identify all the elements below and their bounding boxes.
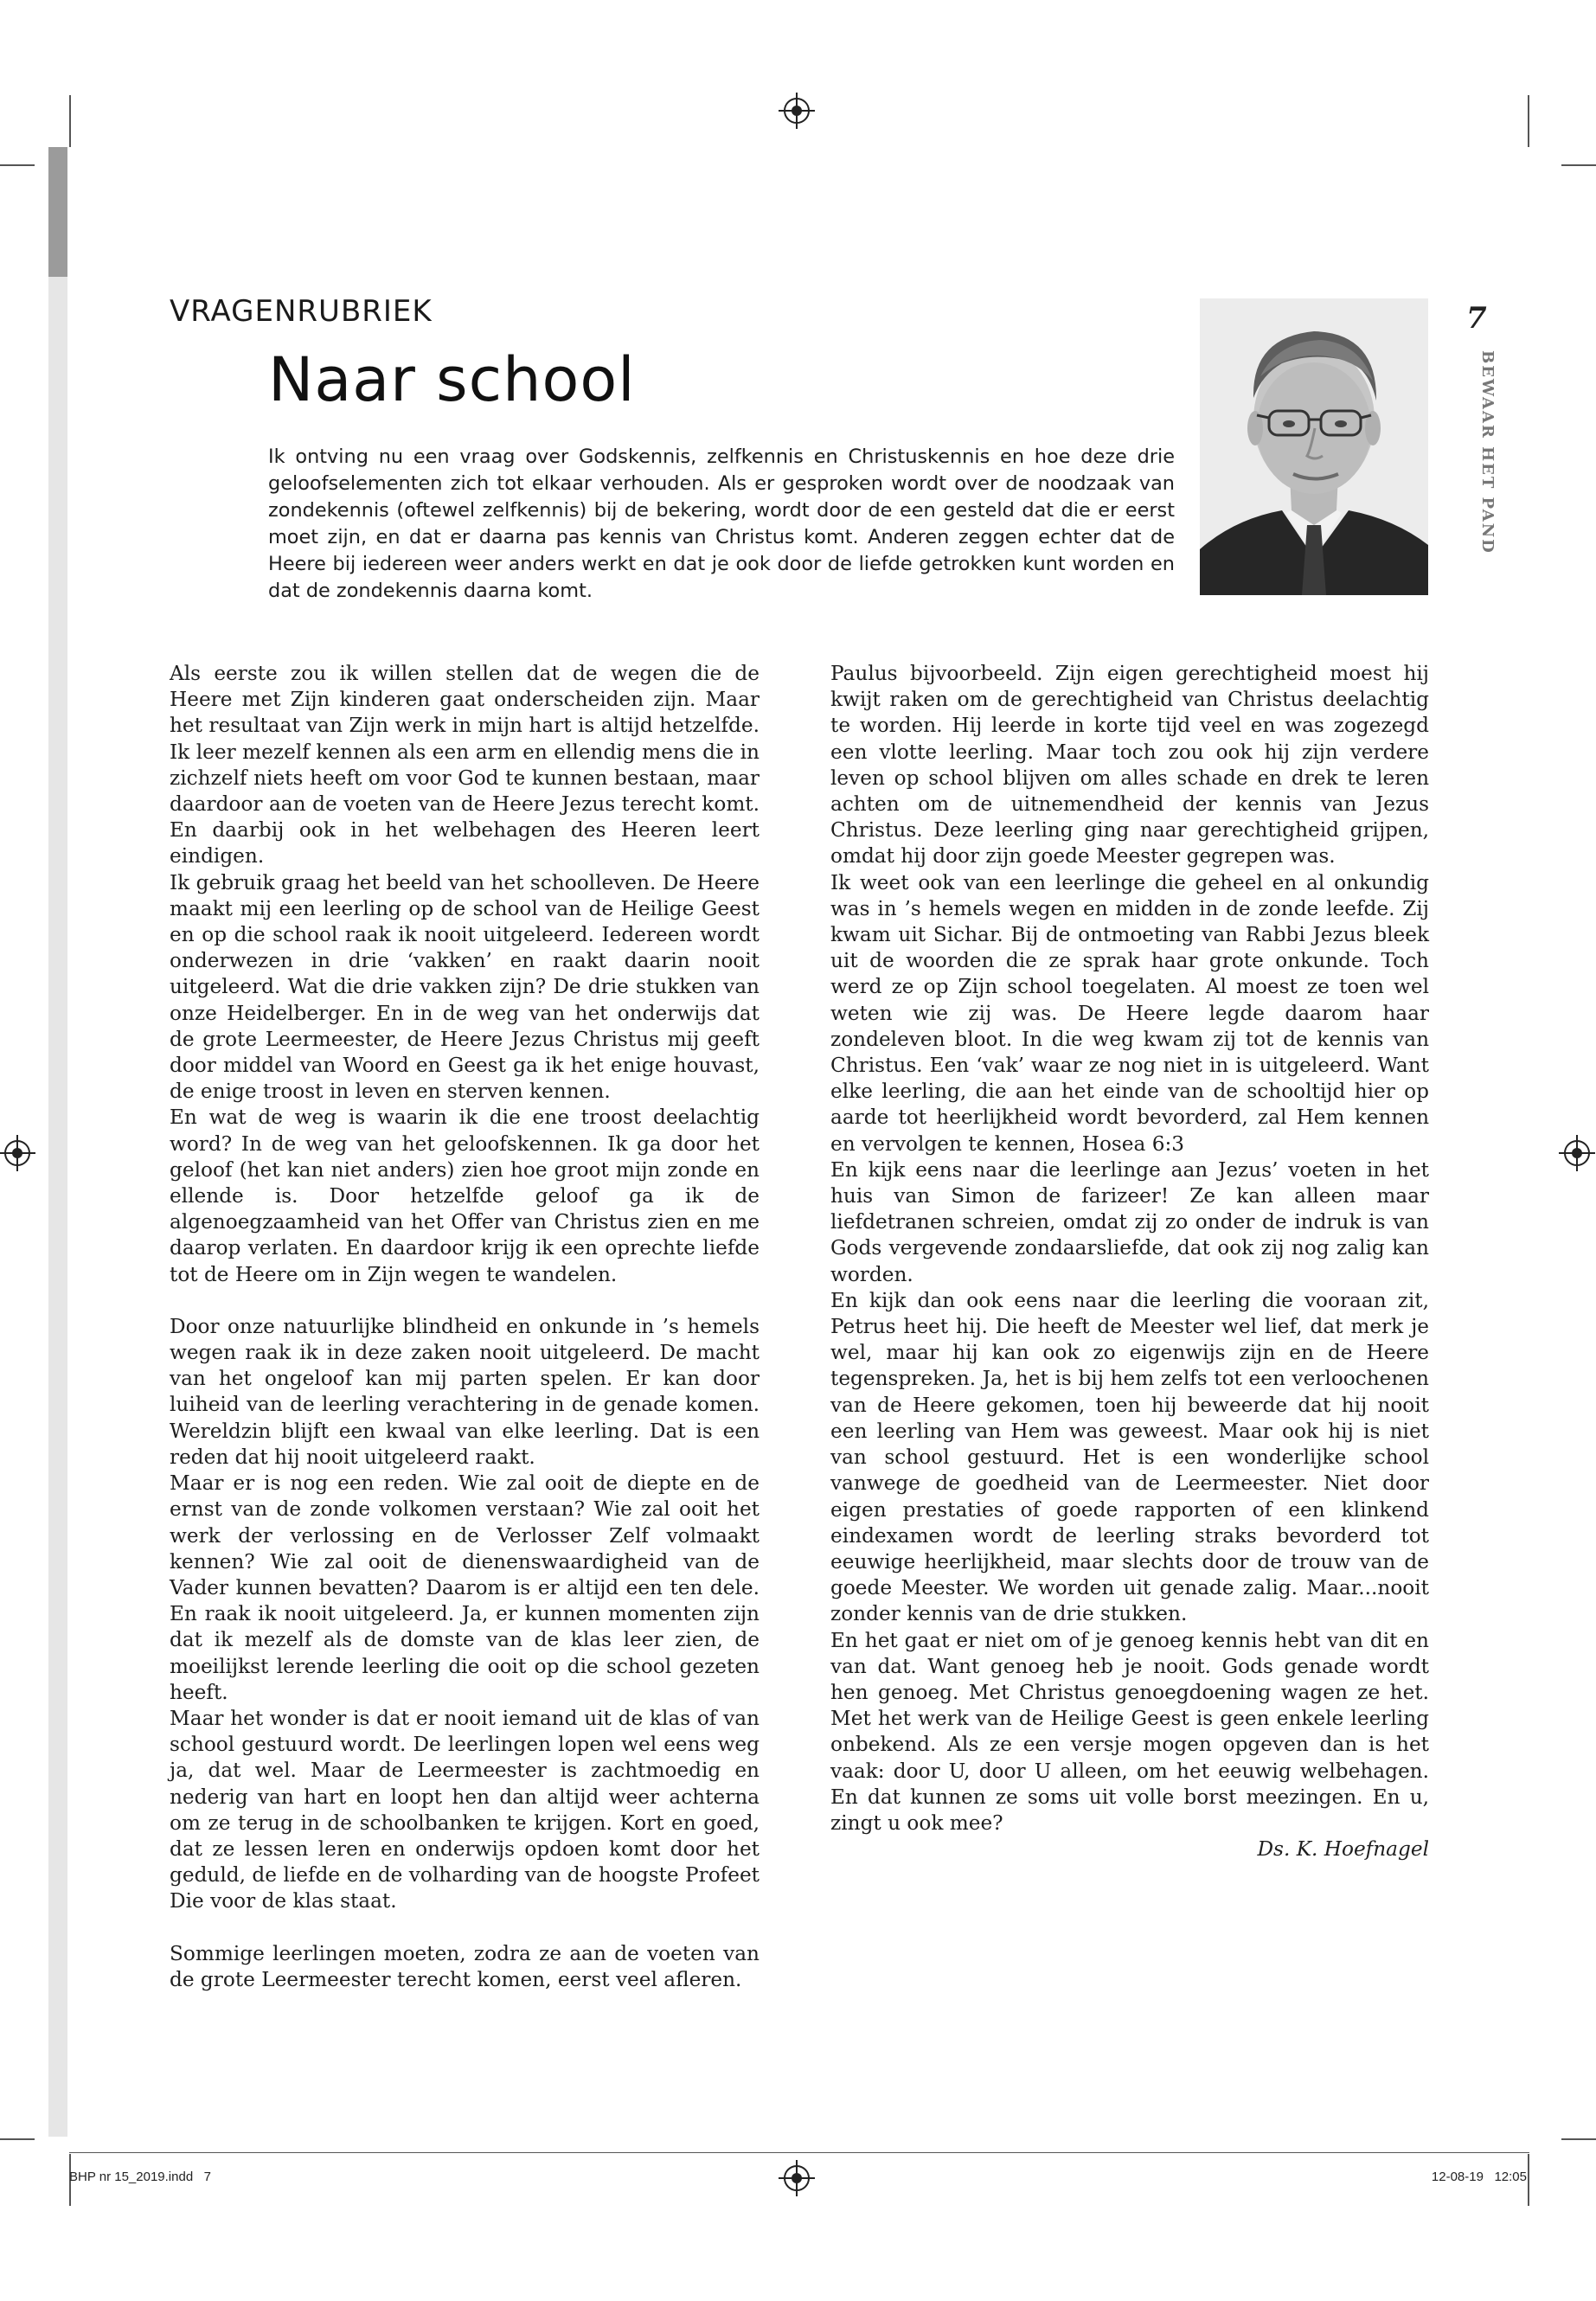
crop-mark [0, 164, 35, 166]
crop-mark [1528, 2154, 1529, 2206]
margin-bar [48, 277, 67, 2137]
registration-mark-icon [1564, 1140, 1590, 1166]
crop-mark [69, 95, 71, 147]
paragraph: Als eerste zou ik willen stellen dat de wegen die de Heere met Zijn kinderen gaat onderscheiden zijn. Maar het resultaat van Zijn werk in mijn hart is altijd hetzelfde. Ik leer mezelf kennen als een arm en ellendig mens die in zichzelf niets heeft om voor God te kunnen bestaan, maar daardoor aan de voeten van de Heere Jezus terecht komt. En daarbij ook in het welbehagen des Heeren leert eindigen. [170, 662, 760, 868]
paragraph: En kijk eens naar die leerlinge aan Jezus’ voeten in het huis van Simon de farizeer! Ze kan alleen maar liefdetranen schreien, omdat zij zo onder de indruk is van Gods vergevende zondaarsliefde, dat ook zij nog zalig kan worden. [830, 1157, 1429, 1286]
author-portrait [1200, 298, 1428, 595]
paragraph: En kijk dan ook eens naar die leerling die vooraan zit, Petrus heet hij. Die heeft de Meester wel lief, dat merk je wel, maar hij kan ook zo eigenwijs zijn en de Heere tegenspreken. Ja, het is bij hem zelfs tot een verloochenen van de Heere gekomen, toen hij beweerde dat hij nooit een leerling van Hem was geweest. Maar ook hij is niet van school gestuurd. Het is een wonderlijke school vanwege de goedheid van de Leermeester. Niet door eigen prestaties of goede rapporten of een klinkend eindexamen wordt de leerling straks bevorderd tot eeuwige heerlijkheid, maar slechts door de trouw van de goede Meester. We worden uit genade zalig. Maar...nooit zonder kennis van de drie stukken. [830, 1288, 1429, 1626]
paragraph: Maar het wonder is dat er nooit iemand uit de klas of van school gestuurd wordt. De leerlingen lopen wel eens weg ja, dat wel. Maar de Leermeester is zachtmoedig en nederig van hart en loopt hen dan altijd weer achterna om ze terug in de schoolbanken te krijgen. Kort en goed, dat ze lessen leren en onderwijs opdoen komt door het geduld, de liefde en de volharding van de hoogste Profeet Die voor de klas staat. [170, 1706, 760, 1913]
intro-question: Ik ontving nu een vraag over Godskennis, zelfkennis en Christuskennis en hoe deze drie geloofselementen zich tot elkaar verhouden. Als er gesproken wordt over de noodzaak van zondekennis (oftewel zelfkennis) bij de bekering, wordt door de een gesteld dat die er eerst moet zijn, en dat er daarna pas kennis van Christus komt. Anderen zeggen echter dat de Heere bij iedereen weer anders werkt en dat je ook door de liefde getrokken kunt worden en dat de zondekennis daarna komt. [268, 445, 1175, 602]
slug-date: 12-08-19 12:05 [1431, 2170, 1527, 2184]
paragraph: Ik weet ook van een leerlinge die geheel en al onkundig was in ’s hemels wegen en midden in de zonde leefde. Zij kwam uit Sichar. Bij de ontmoeting van Rabbi Jezus bleek uit de woorden die ze sprak haar grote onkunde. Toch werd ze op Zijn school toegelaten. Al moest ze toen wel weten wie zij was. De Heere legde daarom haar zondeleven bloot. In die weg kwam zij tot de kennis van Christus. Een ‘vak’ waar ze nog niet in is uitgeleerd. Want elke leerling, die aan het einde van de schooltijd hier op aarde tot heerlijkheid wordt bevorderd, zal Hem kennen en vervolgen te kennen, Hosea 6:3 [830, 870, 1429, 1156]
crop-mark [1561, 2138, 1596, 2140]
paragraph: Ik gebruik graag het beeld van het schoolleven. De Heere maakt mij een leerling op de school van de Heilige Geest en op die school raak ik nooit uitgeleerd. Iedereen wordt onderwezen in drie ‘vakken’ en raakt daarin nooit uitgeleerd. Wat die drie vakken zijn? De drie stukken van onze Heidelberger. En in de weg van het onderwijs dat de grote Leermeester, de Heere Jezus Christus mij geeft door middel van Woord en Geest ga ik het enige houvast, de enige troost in leven en sterven kennen. [170, 870, 760, 1104]
article-column-left [170, 661, 760, 1993]
paragraph: Door onze natuurlijke blindheid en onkunde in ’s hemels wegen raak ik in deze zaken nooit uitgeleerd. De macht van het ongeloof kan mij parten spelen. Er kan door luiheid van de leerling verachtering in de genade komen. Wereldzin blijft een kwaal van elke leerling. Dat is een reden dat hij nooit uitgeleerd raakt. [170, 1314, 760, 1469]
registration-mark-icon [4, 1140, 30, 1166]
paragraph: Sommige leerlingen moeten, zodra ze aan de voeten van de grote Leermeester terecht komen, eerst veel afleren. [170, 1941, 760, 1991]
slug-rule [69, 2152, 1529, 2153]
running-head: BEWAAR HET PAND [1478, 350, 1497, 554]
author-signature: Ds. K. Hoefnagel [1257, 1837, 1429, 1862]
registration-mark-icon [784, 98, 810, 124]
section-label: VRAGENRUBRIEK [170, 294, 433, 329]
article-column-right [830, 661, 1429, 1862]
crop-mark [1528, 95, 1529, 147]
paragraph: En wat de weg is waarin ik die ene troost deelachtig word? In de weg van het geloofskennen. Ik ga door het geloof (het kan niet anders) zien hoe groot mijn zonde en ellende is. Door hetzelfde geloof ga ik de algenoegzaamheid van het Offer van Christus zien en me daarop verlaten. En daardoor krijg ik een oprechte liefde tot de Heere om in Zijn wegen te wandelen. [170, 1106, 760, 1286]
paragraph: Paulus bijvoorbeeld. Zijn eigen gerechtigheid moest hij kwijt raken om de gerechtigheid van Christus deelachtig te worden. Hij leerde in korte tijd veel en was zogezegd een vlotte leerling. Maar toch zou ook hij zijn verdere leven op school blijven om alles schade en drek te leren achten om de uitnemendheid der kennis van Jezus Christus. Deze leerling ging naar gerechtigheid grijpen, omdat hij door zijn goede Meester gegrepen was. [830, 662, 1429, 868]
author-portrait-photo-icon [1200, 298, 1428, 595]
margin-bar [48, 147, 67, 277]
registration-mark-icon [784, 2165, 810, 2191]
page-number: 7 [1466, 301, 1487, 336]
paragraph: En het gaat er niet om of je genoeg kennis hebt van dit en van dat. Want genoeg heb je nooit. Gods genade wordt hen genoeg. Met Christus genoegdoening wagen ze het. Met het werk van de Heilige Geest is geen enkele leerling onbekend. Als ze een versje mogen opgeven dan is het vaak: door U, door U alleen, om het eeuwig welbehagen. En dat kunnen ze soms uit volle borst meezingen. En u, zingt u ook mee? [830, 1628, 1429, 1835]
crop-mark [1561, 164, 1596, 166]
slug-file-name: BHP nr 15_2019.indd 7 [69, 2170, 212, 2184]
article-title: Naar school [268, 344, 636, 415]
paragraph: Maar er is nog een reden. Wie zal ooit de diepte en de ernst van de zonde volkomen verstaan? Wie zal ooit het werk der verlossing en de Verlosser Zelf volmaakt kennen? Wie zal ooit de dienenswaardigheid van de Vader kunnen bevatten? Daarom is er altijd een ten dele. En raak ik nooit uitgeleerd. Ja, er kunnen momenten zijn dat ik mezelf als de domste van de klas leer zien, de moeilijkst lerende leerling die ooit op die school gezeten heeft. [170, 1471, 760, 1704]
crop-mark [0, 2138, 35, 2140]
